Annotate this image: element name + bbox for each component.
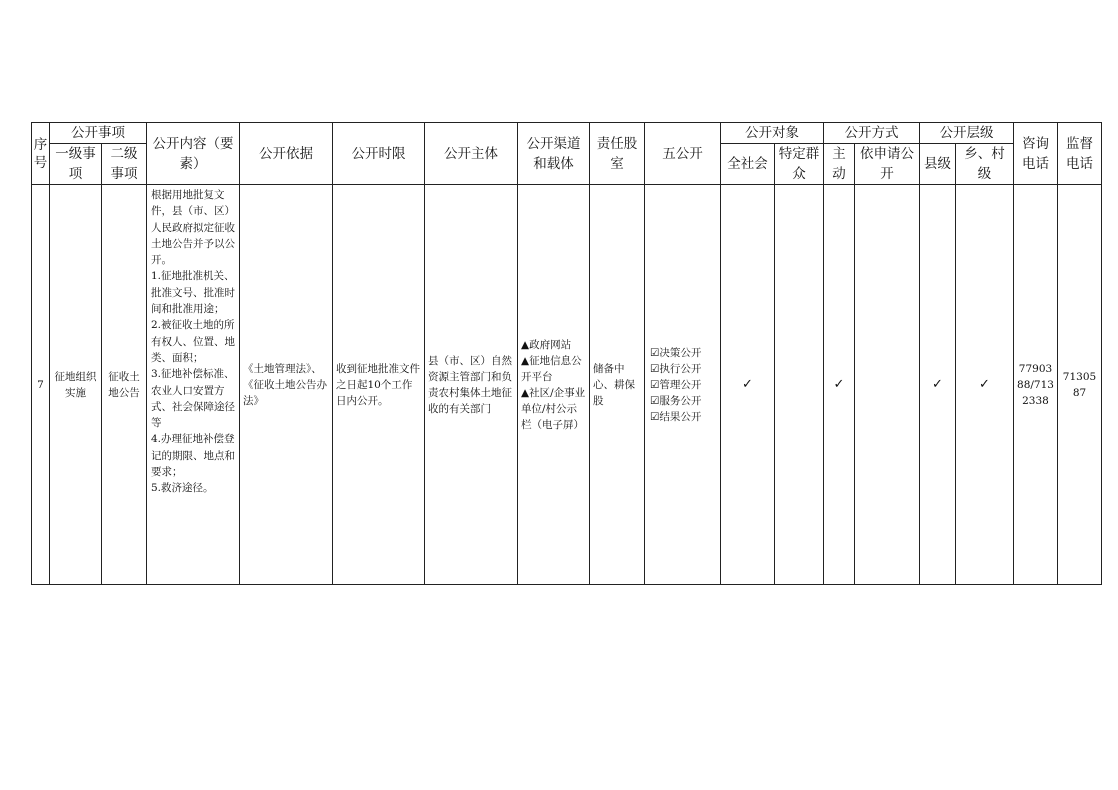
header-county-label: 县级	[924, 156, 951, 172]
header-level2-label: 二级事项	[110, 146, 138, 182]
row-channel-item: ▲征地信息公开平台	[521, 354, 582, 383]
header-on-request	[855, 144, 920, 185]
header-consult-phone	[1014, 123, 1058, 185]
row-five-open	[645, 185, 721, 585]
row-level2-text: 征收土地公告	[108, 370, 140, 399]
header-method-group: 公开方式	[824, 123, 920, 144]
row-channel-list	[518, 337, 589, 433]
disclosure-table	[31, 122, 1102, 585]
header-whole-society	[721, 144, 775, 185]
header-content	[147, 123, 240, 185]
header-township-label: 乡、村级	[964, 146, 1005, 182]
row-channel-item: ▲政府网站	[521, 338, 572, 351]
header-subject: 公开主体	[425, 123, 518, 185]
header-specific-groups-label: 特定群众	[778, 146, 820, 182]
header-consult-phone-label: 咨询电话	[1022, 135, 1049, 172]
row-five-open-item: ☑执行公开	[650, 362, 702, 375]
header-basis: 公开依据	[240, 123, 333, 185]
row-content	[147, 185, 240, 585]
header-channel	[518, 123, 590, 185]
row-channel	[518, 185, 590, 585]
header-supervise-phone-label: 监督电话	[1066, 135, 1093, 172]
header-county	[920, 144, 956, 185]
row-subject-text: 县（市、区）自然资源主管部门和负责农村集体土地征收的有关部门	[428, 354, 512, 415]
row-time-limit	[333, 185, 425, 585]
row-active-check: ✓	[824, 185, 855, 585]
row-specific-groups-check	[775, 185, 824, 585]
header-whole-society-label: 全社会	[727, 156, 768, 172]
header-supervise-phone	[1058, 123, 1102, 185]
row-on-request-check	[855, 185, 920, 585]
row-content-text: 根据用地批复文件，县（市、区）人民政府拟定征收土地公告并予以公开。 1.征地批准机关、批准文号、批准时间和批准用途； 2.被征收土地的所有权人、位置、地类、面积； 3.征地补偿标准、农业人口安置方式、社会保障途径等 4.办理征地补偿登记的期限、地点和要求； 5.救济途径。	[151, 189, 235, 495]
header-township	[956, 144, 1014, 185]
row-consult-phone-text: 7790388/7132338	[1017, 362, 1054, 407]
header-level1	[50, 144, 102, 185]
row-basis	[240, 185, 333, 585]
row-level2	[102, 185, 147, 585]
header-items-group: 公开事项	[50, 123, 147, 144]
row-subject	[425, 185, 518, 585]
row-county-check: ✓	[920, 185, 956, 585]
header-target-group: 公开对象	[721, 123, 824, 144]
header-level1-label: 一级事项	[55, 146, 96, 182]
row-dept	[590, 185, 645, 585]
header-content-label: 公开内容（要素）	[152, 135, 234, 172]
table-row	[32, 185, 1102, 585]
row-consult-phone	[1014, 185, 1058, 585]
header-specific-groups	[775, 144, 824, 185]
header-time-limit: 公开时限	[333, 123, 425, 185]
row-five-open-item: ☑结果公开	[650, 410, 702, 423]
header-seq-label: 序号	[33, 136, 48, 171]
header-level-group: 公开层级	[920, 123, 1014, 144]
header-five-open: 五公开	[645, 123, 721, 185]
header-level2	[102, 144, 147, 185]
row-dept-text: 储备中心、耕保股	[593, 362, 635, 407]
row-five-open-item: ☑管理公开	[650, 378, 702, 391]
header-dept-label: 责任股室	[596, 135, 638, 172]
header-on-request-label: 依申请公开	[860, 146, 914, 182]
row-level1-text: 征地组织实施	[54, 370, 97, 399]
row-whole-society-check: ✓	[721, 185, 775, 585]
header-active	[824, 144, 855, 185]
row-level1	[50, 185, 102, 585]
header-seq	[32, 123, 50, 185]
row-township-check: ✓	[956, 185, 1014, 585]
row-five-open-item: ☑服务公开	[650, 394, 702, 407]
row-basis-text: 《土地管理法》、《征收土地公告办法》	[243, 362, 327, 407]
row-supervise-phone	[1058, 185, 1102, 585]
row-five-open-list	[645, 345, 720, 425]
row-seq: 7	[32, 185, 50, 585]
header-channel-label: 公开渠道和载体	[526, 135, 581, 172]
header-active-label: 主动	[832, 146, 846, 182]
row-time-limit-text: 收到征地批准文件之日起10个工作日内公开。	[336, 362, 420, 407]
row-supervise-phone-text: 7130587	[1062, 370, 1097, 399]
row-five-open-item: ☑决策公开	[650, 346, 702, 359]
header-dept	[590, 123, 645, 185]
row-channel-item: ▲社区/企事业单位/村公示栏（电子屏）	[521, 386, 586, 431]
